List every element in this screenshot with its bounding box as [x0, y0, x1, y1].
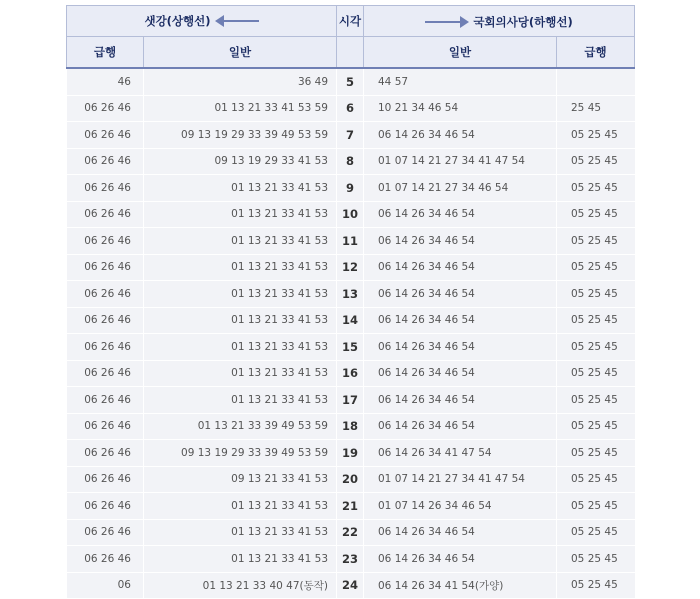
hour-cell: 23 [337, 546, 364, 573]
table-row [67, 493, 635, 520]
up-general-cell: 36 49 [144, 68, 337, 95]
table-row [67, 201, 635, 228]
down-general-cell: 10 21 34 46 54 [364, 95, 557, 122]
down-express-cell: 25 45 [557, 95, 635, 122]
up-direction-label: 샛강(상행선) [144, 14, 211, 28]
hour-subheader-blank [337, 37, 364, 69]
hour-cell: 5 [337, 68, 364, 95]
down-general-cell: 06 14 26 34 46 54 [364, 387, 557, 414]
hour-cell: 9 [337, 175, 364, 202]
hour-cell: 16 [337, 360, 364, 387]
table-row [67, 413, 635, 440]
direction-header-row [67, 6, 635, 37]
up-general-cell: 09 13 21 33 41 53 [144, 466, 337, 493]
up-express-cell: 06 26 46 [67, 281, 144, 308]
down-general-cell: 06 14 26 34 46 54 [364, 228, 557, 255]
down-express-cell: 05 25 45 [557, 546, 635, 573]
hour-cell: 19 [337, 440, 364, 467]
hour-cell: 14 [337, 307, 364, 334]
down-express-cell: 05 25 45 [557, 519, 635, 546]
up-express-cell: 06 26 46 [67, 387, 144, 414]
up-general-cell: 01 13 21 33 41 53 [144, 360, 337, 387]
up-general-cell: 09 13 19 29 33 39 49 53 59 [144, 440, 337, 467]
down-express-cell: 05 25 45 [557, 228, 635, 255]
table-row [67, 68, 635, 95]
up-express-cell: 06 26 46 [67, 413, 144, 440]
down-express-cell: 05 25 45 [557, 493, 635, 520]
table-row [67, 466, 635, 493]
table-row [67, 440, 635, 467]
up-direction-header [67, 6, 337, 37]
down-general-cell: 06 14 26 34 46 54 [364, 546, 557, 573]
hour-cell: 12 [337, 254, 364, 281]
down-general-cell: 44 57 [364, 68, 557, 95]
table-row [67, 334, 635, 361]
up-general-cell: 09 13 19 29 33 41 53 [144, 148, 337, 175]
table-row [67, 122, 635, 149]
table-row [67, 387, 635, 414]
up-general-cell: 01 13 21 33 41 53 [144, 228, 337, 255]
hour-cell: 7 [337, 122, 364, 149]
arrow-right-icon [425, 21, 467, 23]
table-row [67, 360, 635, 387]
down-express-cell: 05 25 45 [557, 254, 635, 281]
down-express-cell: 05 25 45 [557, 334, 635, 361]
timetable [66, 5, 635, 599]
up-general-cell: 01 13 21 33 40 47(동작) [144, 572, 337, 599]
down-express-cell: 05 25 45 [557, 281, 635, 308]
down-general-header: 일반 [364, 37, 557, 69]
table-row [67, 519, 635, 546]
up-express-cell: 06 26 46 [67, 122, 144, 149]
up-general-cell: 01 13 21 33 41 53 [144, 307, 337, 334]
up-express-cell: 06 [67, 572, 144, 599]
down-general-cell: 06 14 26 34 46 54 [364, 413, 557, 440]
hour-cell: 17 [337, 387, 364, 414]
table-row [67, 175, 635, 202]
table-row [67, 572, 635, 599]
hour-cell: 8 [337, 148, 364, 175]
down-express-cell: 05 25 45 [557, 175, 635, 202]
down-general-cell: 01 07 14 21 27 34 41 47 54 [364, 466, 557, 493]
down-general-cell: 06 14 26 34 41 54(가양) [364, 572, 557, 599]
up-general-cell: 01 13 21 33 41 53 [144, 387, 337, 414]
down-general-cell: 06 14 26 34 46 54 [364, 307, 557, 334]
table-row [67, 95, 635, 122]
up-express-cell: 06 26 46 [67, 201, 144, 228]
hour-cell: 15 [337, 334, 364, 361]
up-express-cell: 06 26 46 [67, 440, 144, 467]
table-row [67, 148, 635, 175]
hour-cell: 22 [337, 519, 364, 546]
up-general-cell: 01 13 21 33 41 53 [144, 254, 337, 281]
up-general-cell: 01 13 21 33 41 53 [144, 175, 337, 202]
up-express-cell: 06 26 46 [67, 175, 144, 202]
up-general-cell: 09 13 19 29 33 39 49 53 59 [144, 122, 337, 149]
down-express-cell: 05 25 45 [557, 413, 635, 440]
hour-cell: 11 [337, 228, 364, 255]
up-express-cell: 06 26 46 [67, 307, 144, 334]
table-row [67, 307, 635, 334]
down-express-cell: 05 25 45 [557, 387, 635, 414]
down-express-cell: 05 25 45 [557, 307, 635, 334]
down-general-cell: 06 14 26 34 46 54 [364, 254, 557, 281]
down-direction-header [364, 6, 635, 37]
up-general-cell: 01 13 21 33 41 53 [144, 519, 337, 546]
arrow-left-icon [217, 20, 259, 22]
up-general-header: 일반 [144, 37, 337, 69]
down-general-cell: 06 14 26 34 41 47 54 [364, 440, 557, 467]
down-express-cell [557, 68, 635, 95]
down-general-cell: 06 14 26 34 46 54 [364, 334, 557, 361]
table-row [67, 254, 635, 281]
down-express-cell: 05 25 45 [557, 360, 635, 387]
down-general-cell: 06 14 26 34 46 54 [364, 281, 557, 308]
down-express-cell: 05 25 45 [557, 201, 635, 228]
hour-cell: 10 [337, 201, 364, 228]
down-express-cell: 05 25 45 [557, 148, 635, 175]
down-express-cell: 05 25 45 [557, 466, 635, 493]
down-direction-label: 국회의사당(하행선) [473, 15, 573, 29]
hour-cell: 6 [337, 95, 364, 122]
down-express-cell: 05 25 45 [557, 122, 635, 149]
up-express-cell: 06 26 46 [67, 493, 144, 520]
up-express-header: 급행 [67, 37, 144, 69]
down-general-cell: 01 07 14 26 34 46 54 [364, 493, 557, 520]
down-general-cell: 01 07 14 21 27 34 41 47 54 [364, 148, 557, 175]
up-express-cell: 06 26 46 [67, 254, 144, 281]
up-general-cell: 01 13 21 33 41 53 [144, 334, 337, 361]
up-general-cell: 01 13 21 33 41 53 [144, 281, 337, 308]
down-express-cell: 05 25 45 [557, 440, 635, 467]
up-general-cell: 01 13 21 33 41 53 [144, 546, 337, 573]
up-express-cell: 06 26 46 [67, 360, 144, 387]
timetable-body [67, 68, 635, 599]
table-row [67, 228, 635, 255]
down-express-header: 급행 [557, 37, 635, 69]
hour-cell: 13 [337, 281, 364, 308]
down-general-cell: 01 07 14 21 27 34 46 54 [364, 175, 557, 202]
up-express-cell: 06 26 46 [67, 334, 144, 361]
up-express-cell: 06 26 46 [67, 519, 144, 546]
hour-cell: 24 [337, 572, 364, 599]
up-general-cell: 01 13 21 33 41 53 [144, 493, 337, 520]
down-general-cell: 06 14 26 34 46 54 [364, 201, 557, 228]
type-header-row [67, 37, 635, 69]
up-general-cell: 01 13 21 33 39 49 53 59 [144, 413, 337, 440]
down-general-cell: 06 14 26 34 46 54 [364, 360, 557, 387]
table-row [67, 546, 635, 573]
hour-cell: 21 [337, 493, 364, 520]
hour-cell: 20 [337, 466, 364, 493]
timetable-container [66, 5, 634, 599]
up-express-cell: 06 26 46 [67, 228, 144, 255]
down-general-cell: 06 14 26 34 46 54 [364, 519, 557, 546]
up-general-cell: 01 13 21 33 41 53 59 [144, 95, 337, 122]
hour-cell: 18 [337, 413, 364, 440]
up-express-cell: 06 26 46 [67, 95, 144, 122]
up-express-cell: 06 26 46 [67, 546, 144, 573]
up-express-cell: 06 26 46 [67, 466, 144, 493]
up-express-cell: 06 26 46 [67, 148, 144, 175]
up-express-cell: 46 [67, 68, 144, 95]
up-general-cell: 01 13 21 33 41 53 [144, 201, 337, 228]
hour-header: 시각 [337, 6, 364, 37]
down-general-cell: 06 14 26 34 46 54 [364, 122, 557, 149]
table-row [67, 281, 635, 308]
down-express-cell: 05 25 45 [557, 572, 635, 599]
